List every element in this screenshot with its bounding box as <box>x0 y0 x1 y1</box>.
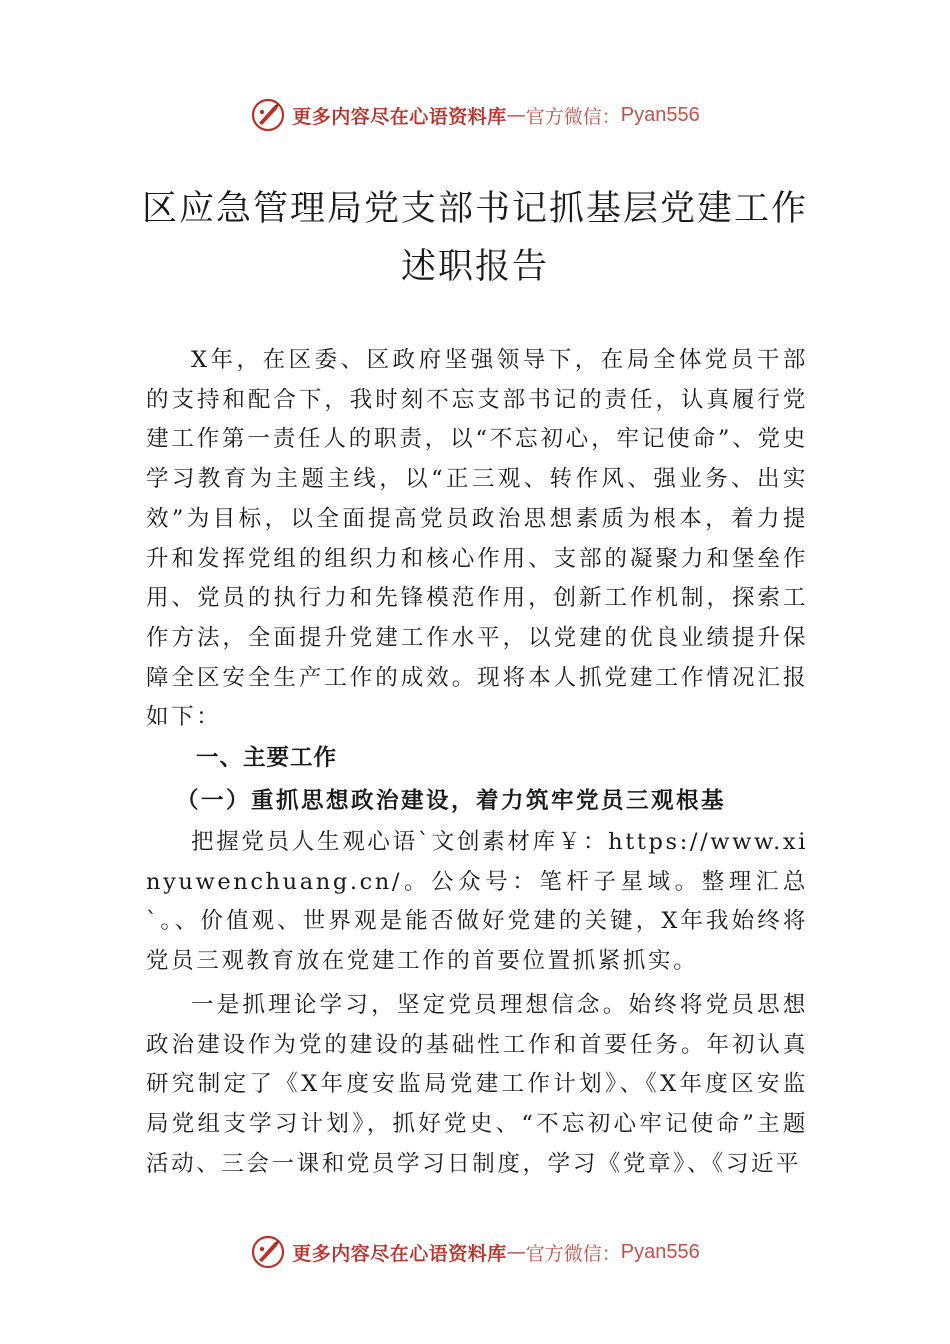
title-line-1: 区应急管理局党支部书记抓基层党建工作 <box>141 189 808 229</box>
wechat-label: 官方微信： <box>525 1242 621 1265</box>
wechat-label: 官方微信： <box>525 105 621 128</box>
document-title <box>0 180 950 296</box>
banner-separator: — <box>506 104 526 126</box>
wechat-id: Pyan556 <box>620 1240 700 1263</box>
section-heading-main-work: 一、主要工作 <box>196 745 338 772</box>
title-line-2: 述职报告 <box>400 247 549 287</box>
intro-paragraph: X年，在区委、区政府坚强领导下，在局全体党员干部的支持和配合下，我时刻不忘支部书记的责任，认真履行党建工作第一责任人的职责，以“不忘初心，牢记使命”、党史 学习教育为主题主线，以“正三观、转作风、强业务、出实效”为目标，以全面提高党员政治思想素质为根本，着力提升和发挥党组的组织力和核心作用、支部的凝聚力和堡垒作用、党员的执行力和先锋模范作用，创新工作机制，探索工作方法，全面提升党建工作水平，以党建的优良业绩提升保障全区安全生产工作的成效。现将本人抓党建工作情况汇报如下： <box>146 347 808 731</box>
wechat-id: Pyan556 <box>620 103 700 126</box>
paragraph-three-views: 把握党员人生观心语`文创素材库￥：https://www.xinyuwenchuang.cn/。公众号：笔杆子星域。整理汇总`。、价值观、世界观是能否做好党建的关键，X年我始终将党员三观教育放在党建工作的首要位置抓紧抓实。 <box>146 829 808 975</box>
pen-quill-seal-icon <box>250 1234 286 1270</box>
document-body <box>146 341 808 1184</box>
banner-separator: — <box>506 1241 526 1263</box>
brand-text: 更多内容尽在心语资料库 <box>292 105 507 128</box>
brand-text: 更多内容尽在心语资料库 <box>292 1242 507 1265</box>
paragraph-theory-study: 一是抓理论学习，坚定党员理想信念。始终将党员思想政治建设作为党的建设的基础性工作和首要任务。年初认真研究制定了《X年度安监局党建工作计划》、《X年度区安监局党组支学习计划》，抓好党史、“不忘初心牢记使命”主题活动、三会一课和党员学习日制度，学习《党章》、《习近平 <box>146 991 808 1177</box>
subsection-heading-ideology: （一）重抓思想政治建设，着力筑牢党员三观根基 <box>176 788 727 815</box>
footer-watermark-banner <box>0 1230 950 1274</box>
pen-quill-seal-icon <box>250 97 286 133</box>
header-watermark-banner <box>0 93 950 137</box>
